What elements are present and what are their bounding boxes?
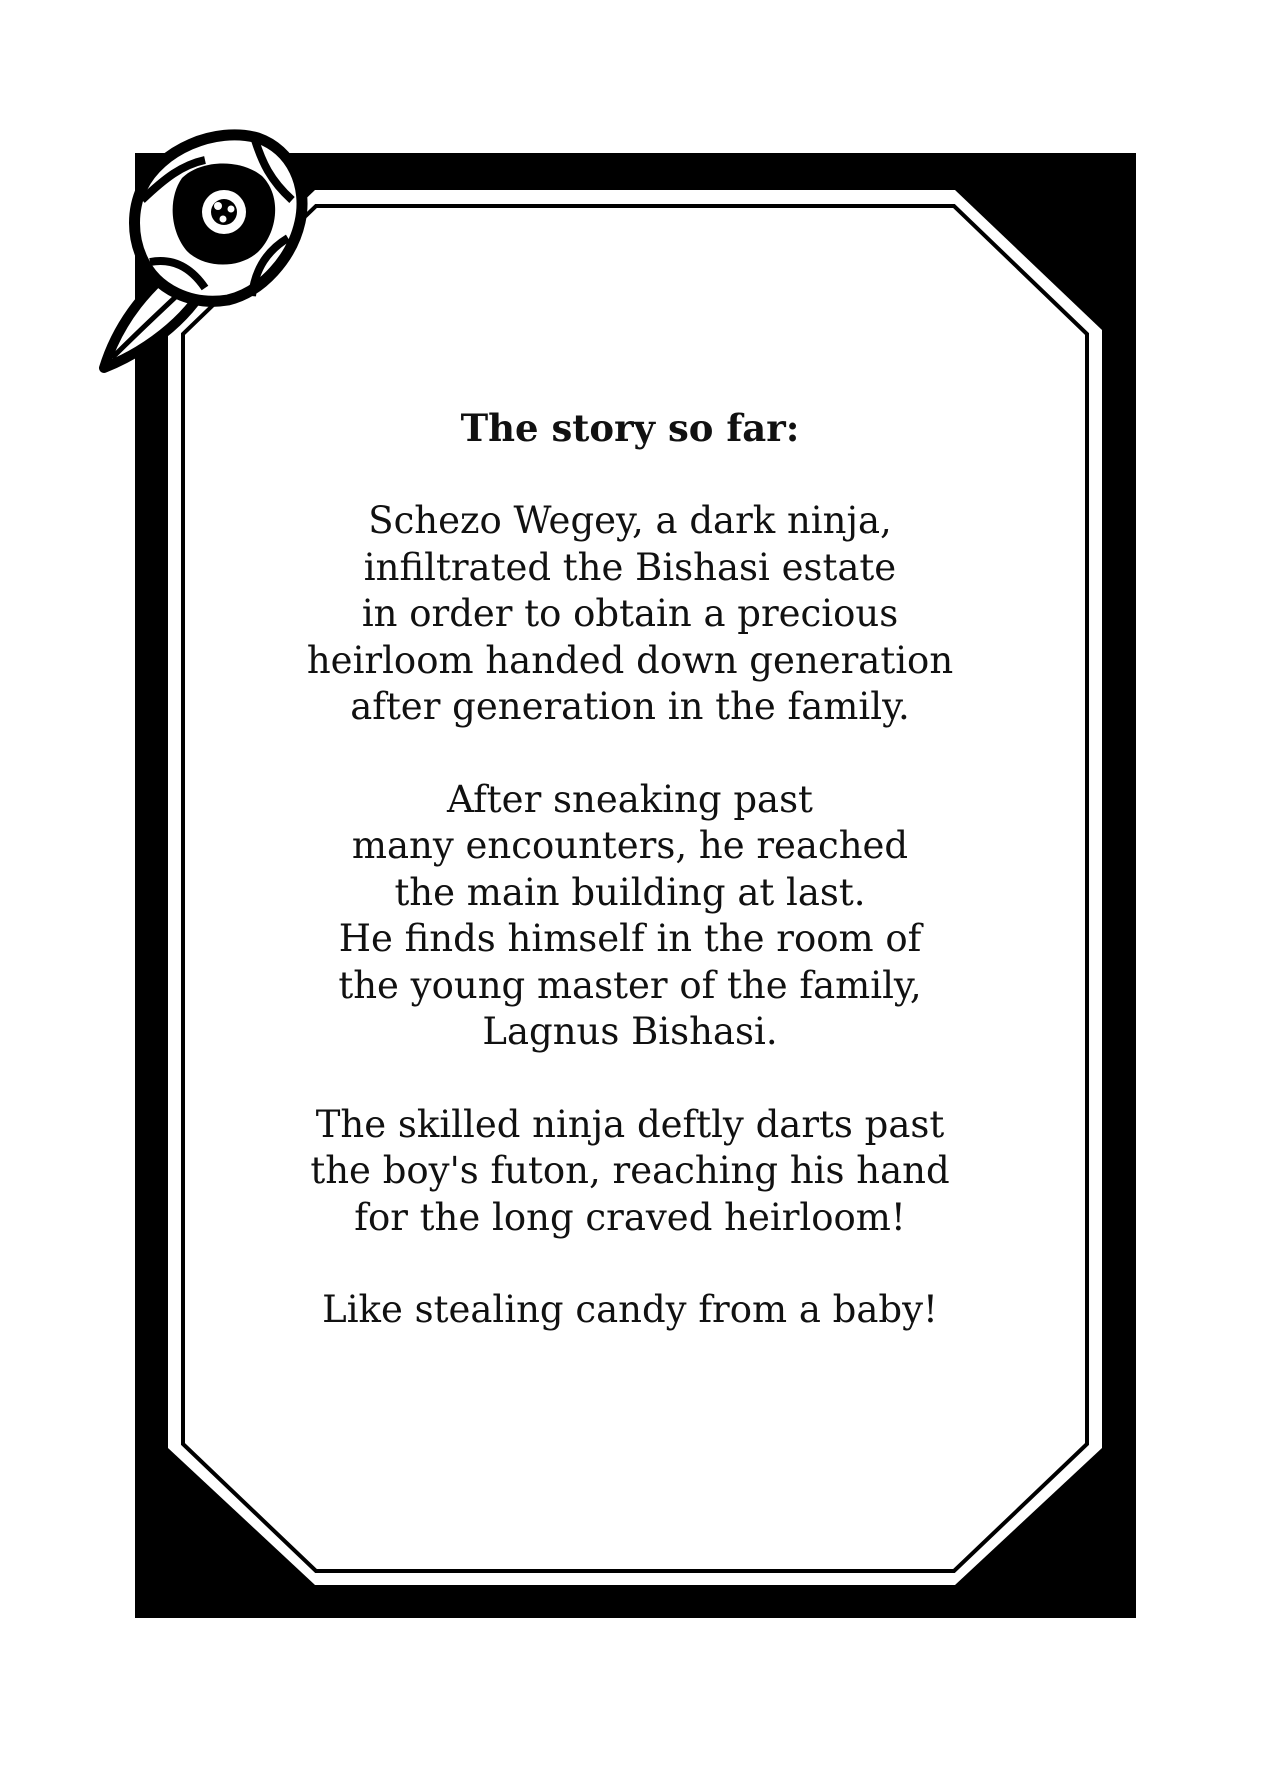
story-paragraph-1 [300,498,960,731]
story-line: After sneaking past [447,777,813,821]
story-title: The story so far: [460,406,800,450]
story-line: after generation in the family. [350,685,910,728]
story-line: the main building at last. [394,870,866,914]
story-paragraph-2 [300,777,960,1056]
story-line: Like stealing candy from a baby! [322,1288,938,1331]
story-line: Schezo Wegey, a dark ninja, [368,499,892,542]
story-line: the boy's futon, reaching his hand [310,1149,950,1192]
story-paragraph-3 [300,1102,960,1242]
story-text-block [300,405,960,1380]
story-line: in order to obtain a precious [361,592,899,635]
story-line: for the long craved heirloom! [354,1195,906,1239]
story-line: the young master of the family, [338,963,922,1007]
story-line: He finds himself in the room of [338,917,922,960]
story-paragraph-4 [300,1287,960,1334]
story-line: heirloom handed down generation [306,638,954,682]
story-line: many encounters, he reached [351,824,909,867]
story-line: Lagnus Bishasi. [482,1010,778,1053]
story-line: infiltrated the Bishasi estate [363,545,897,589]
story-line: The skilled ninja deftly darts past [315,1102,945,1146]
